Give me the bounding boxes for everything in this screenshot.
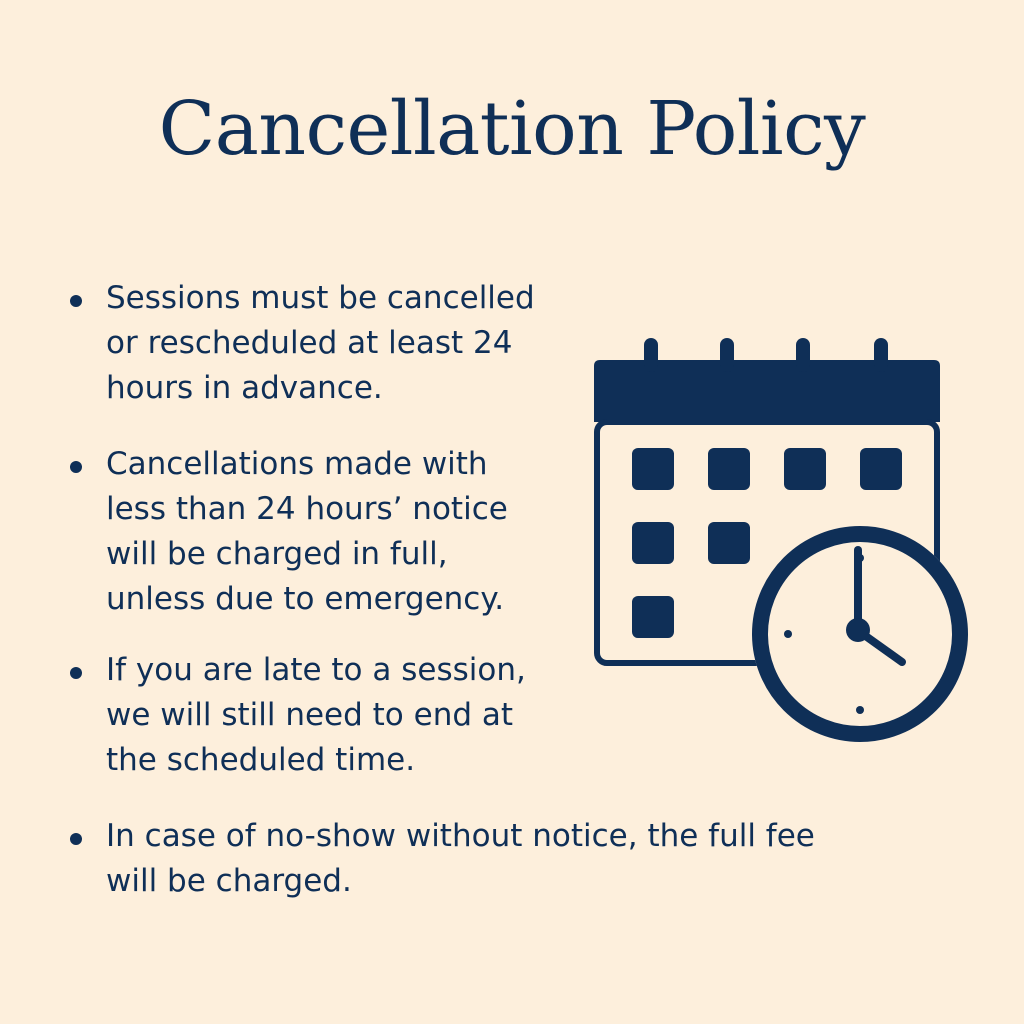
policy-text: Cancellations made with less than 24 hours’ notice will be charged in full, unless due to emergency.: [106, 446, 508, 617]
policy-item: [70, 276, 590, 411]
page-title: Cancellation Policy: [158, 86, 866, 172]
bullet-icon: [70, 833, 82, 845]
bullet-icon: [70, 295, 82, 307]
bullet-icon: [70, 667, 82, 679]
calendar-clock-svg: [594, 338, 970, 718]
calendar-clock-icon: [594, 338, 970, 718]
clock-icon: [752, 526, 968, 742]
policy-item: [70, 648, 590, 783]
policy-item: [70, 442, 590, 622]
policy-text: In case of no-show without notice, the full fee will be charged.: [106, 818, 815, 899]
policy-text: If you are late to a session, we will still need to end at the scheduled time.: [106, 652, 526, 778]
policy-text: Sessions must be cancelled or rescheduled at least 24 hours in advance.: [106, 280, 535, 406]
bullet-icon: [70, 461, 82, 473]
policy-item: [70, 814, 930, 904]
